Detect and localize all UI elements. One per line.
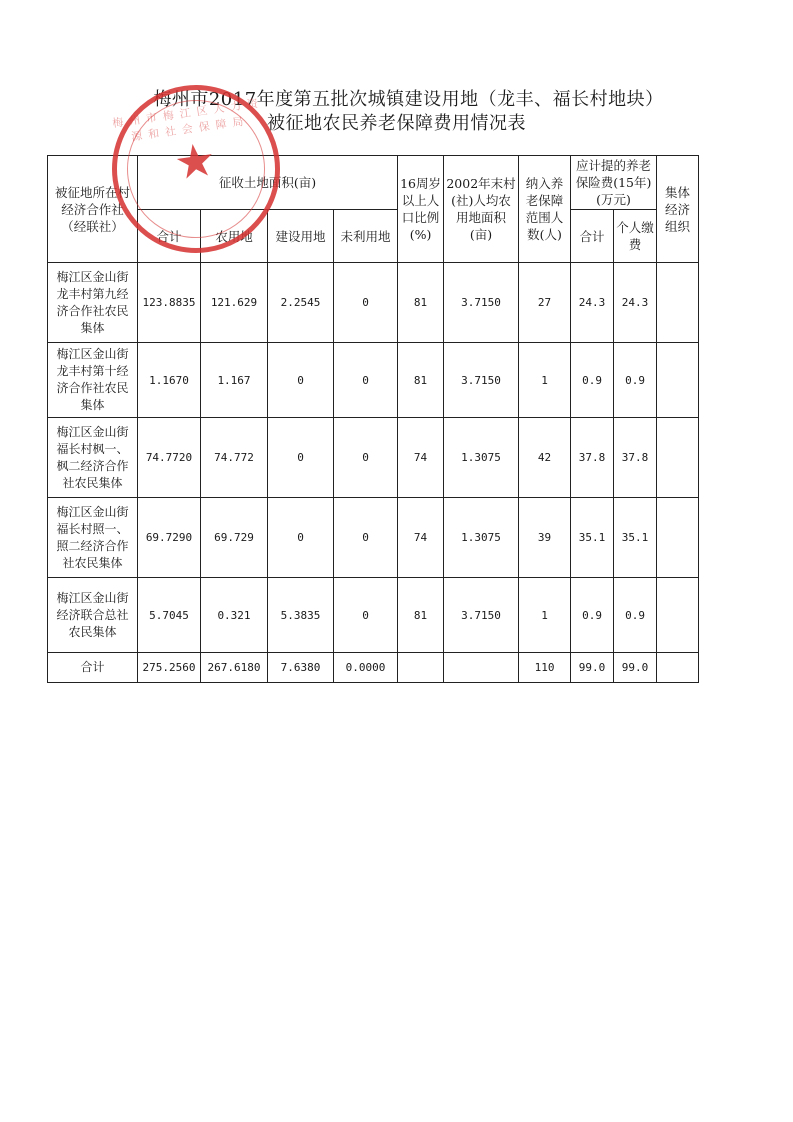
cell-count: 1 [519,343,571,418]
cell-per-capita: 1.3075 [444,498,519,578]
row-name: 梅江区金山街龙丰村第九经济合作社农民集体 [48,263,138,343]
cell-collective [657,418,699,498]
table-row [48,578,699,653]
cell-count: 39 [519,498,571,578]
header-personal: 个人缴费 [614,210,657,263]
total-label: 合计 [48,653,138,683]
header-pension-group: 应计提的养老保险费(15年)(万元) [571,156,657,210]
cell-personal: 37.8 [614,418,657,498]
cell-personal: 35.1 [614,498,657,578]
document-title-line2: 被征地农民养老保障费用情况表 [267,113,526,134]
row-name: 梅江区金山街福长村枫一、枫二经济合作社农民集体 [48,418,138,498]
header-construction: 建设用地 [268,210,334,263]
total-collective [657,653,699,683]
cell-collective [657,578,699,653]
cell-count: 42 [519,418,571,498]
cell-ratio: 74 [398,498,444,578]
cell-total: 5.7045 [138,578,201,653]
cell-total: 123.8835 [138,263,201,343]
row-name: 梅江区金山街经济联合总社农民集体 [48,578,138,653]
document-title-line1: 梅州市2017年度第五批次城镇建设用地（龙丰、福长村地块） [153,89,664,110]
cell-total: 69.7290 [138,498,201,578]
total-unused: 0.0000 [334,653,398,683]
cell-per-capita: 1.3075 [444,418,519,498]
total-personal: 99.0 [614,653,657,683]
total-total: 275.2560 [138,653,201,683]
seal-text: 梅州市梅江区人力资源和社会保障局 [111,95,265,144]
cell-unused: 0 [334,343,398,418]
cell-farmland: 1.167 [201,343,268,418]
cell-per-capita: 3.7150 [444,343,519,418]
header-farmland: 农用地 [201,210,268,263]
cell-farmland: 121.629 [201,263,268,343]
total-ratio [398,653,444,683]
table-row [48,343,699,418]
row-name: 梅江区金山街龙丰村第十经济合作社农民集体 [48,343,138,418]
cell-per-capita: 3.7150 [444,263,519,343]
cell-pension-total: 35.1 [571,498,614,578]
cell-farmland: 69.729 [201,498,268,578]
cell-count: 1 [519,578,571,653]
header-pension-total: 合计 [571,210,614,263]
cell-ratio: 81 [398,343,444,418]
cell-unused: 0 [334,578,398,653]
header-land-area: 征收土地面积(亩) [138,156,398,210]
cell-unused: 0 [334,498,398,578]
cell-ratio: 81 [398,578,444,653]
cell-ratio: 81 [398,263,444,343]
cell-personal: 24.3 [614,263,657,343]
header-per-capita-2002: 2002年末村(社)人均农用地面积(亩) [444,156,519,263]
header-unused: 未利用地 [334,210,398,263]
header-location: 被征地所在村经济合作社（经联社） [48,156,138,263]
cell-farmland: 0.321 [201,578,268,653]
cell-personal: 0.9 [614,578,657,653]
cell-collective [657,498,699,578]
cell-count: 27 [519,263,571,343]
cell-farmland: 74.772 [201,418,268,498]
cell-total: 1.1670 [138,343,201,418]
cell-pension-total: 0.9 [571,343,614,418]
cell-per-capita: 3.7150 [444,578,519,653]
cell-pension-total: 37.8 [571,418,614,498]
star-icon: ★ [170,131,220,191]
cell-collective [657,343,699,418]
cell-unused: 0 [334,263,398,343]
pension-cost-table [47,155,699,683]
cell-pension-total: 0.9 [571,578,614,653]
table-row [48,263,699,343]
header-total: 合计 [138,210,201,263]
total-row [48,653,699,683]
cell-construction: 0 [268,418,334,498]
table-row [48,498,699,578]
cell-personal: 0.9 [614,343,657,418]
row-name: 梅江区金山街福长村照一、照二经济合作社农民集体 [48,498,138,578]
total-farmland: 267.6180 [201,653,268,683]
header-over16-ratio: 16周岁以上人口比例(%) [398,156,444,263]
cell-ratio: 74 [398,418,444,498]
total-count: 110 [519,653,571,683]
total-construction: 7.6380 [268,653,334,683]
cell-unused: 0 [334,418,398,498]
header-insured-count: 纳入养老保障范围人数(人) [519,156,571,263]
cell-construction: 0 [268,343,334,418]
cell-construction: 2.2545 [268,263,334,343]
cell-construction: 5.3835 [268,578,334,653]
total-per-capita [444,653,519,683]
cell-construction: 0 [268,498,334,578]
total-pension-total: 99.0 [571,653,614,683]
table-row [48,418,699,498]
cell-total: 74.7720 [138,418,201,498]
header-collective: 集体经济组织 [657,156,699,263]
cell-pension-total: 24.3 [571,263,614,343]
cell-collective [657,263,699,343]
